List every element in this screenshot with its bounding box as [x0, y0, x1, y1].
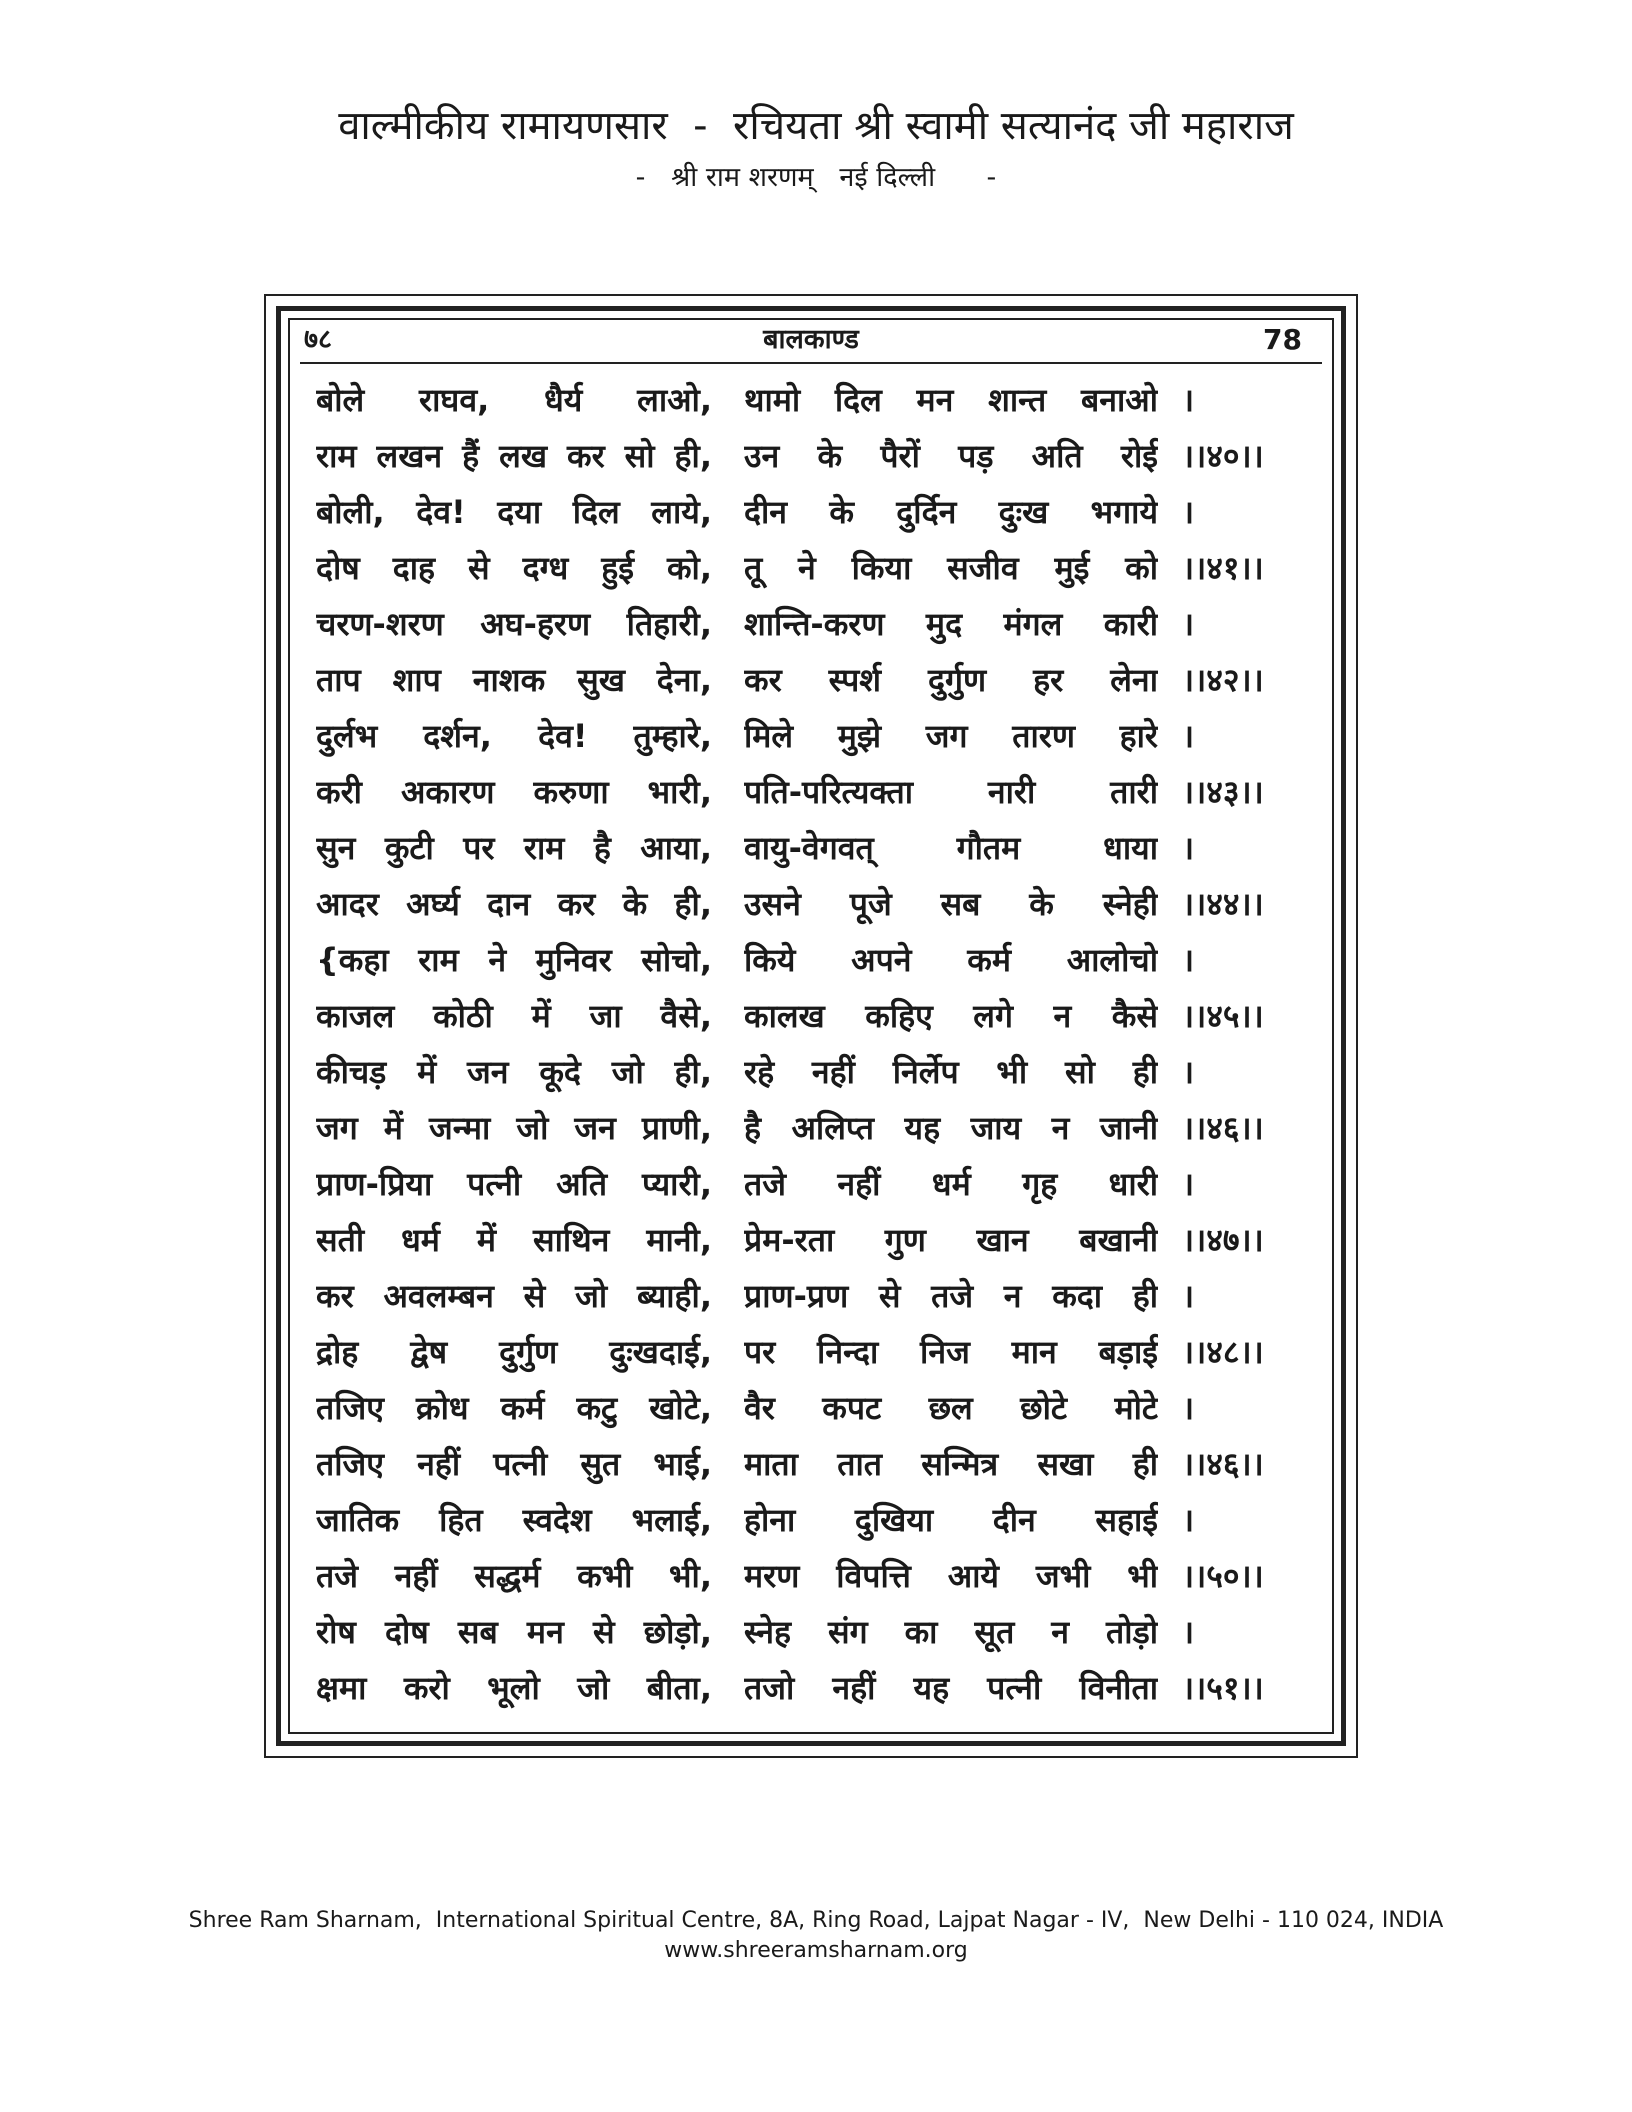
- verse-number: ।: [1182, 493, 1195, 531]
- verse-first-half: तजिए क्रोध कर्म कटु खोटे,: [316, 1389, 712, 1427]
- verse-first-half: तजिए नहीं पत्नी सुत भाई,: [316, 1445, 712, 1483]
- verse-line: [316, 1100, 1316, 1156]
- verse-number: ।: [1182, 1389, 1195, 1427]
- verse-number: ।: [1182, 941, 1195, 979]
- verse-first-half: सती धर्म में साथिन मानी,: [316, 1221, 712, 1259]
- verse-second-half: प्रेम-रता गुण खान बखानी: [744, 1221, 1158, 1259]
- verse-first-half: काजल कोठी में जा वैसे,: [316, 997, 712, 1035]
- verse-second-half: उसने पूजे सब के स्नेही: [744, 885, 1158, 923]
- verse-second-half: उन के पैरों पड़ अति रोई: [744, 437, 1158, 475]
- verse-first-half: बोले राघव, धैर्य लाओ,: [316, 381, 712, 419]
- verse-second-half: दीन के दुर्दिन दुःख भगाये: [744, 493, 1158, 531]
- verse-number: ।: [1182, 717, 1195, 755]
- verse-second-half: माता तात सन्मित्र सखा ही: [744, 1445, 1158, 1483]
- verse-number: ।।४०।।: [1182, 437, 1264, 475]
- verse-number: ।।५१।।: [1182, 1669, 1264, 1707]
- verse-line: [316, 820, 1316, 876]
- verse-number: ।।४७।।: [1182, 1221, 1264, 1259]
- verse-first-half: क्षमा करो भूलो जो बीता,: [316, 1669, 712, 1707]
- verse-line: [316, 596, 1316, 652]
- verse-first-half: प्राण-प्रिया पत्नी अति प्यारी,: [316, 1165, 712, 1203]
- verse-first-half: चरण-शरण अघ-हरण तिहारी,: [316, 605, 712, 643]
- section-title: बालकाण्ड: [763, 324, 859, 355]
- verse-first-half: ताप शाप नाशक सुख देना,: [316, 661, 712, 699]
- verse-second-half: तजे नहीं धर्म गृह धारी: [744, 1165, 1158, 1203]
- verse-line: [316, 1604, 1316, 1660]
- verse-second-half: किये अपने कर्म आलोचो: [744, 941, 1158, 979]
- verse-second-half: मरण विपत्ति आये जभी भी: [744, 1557, 1158, 1595]
- verse-second-half: कर स्पर्श दुर्गुण हर लेना: [744, 661, 1158, 699]
- verse-second-half: तू ने किया सजीव मुई को: [744, 549, 1158, 587]
- verse-first-half: जातिक हित स्वदेश भलाई,: [316, 1501, 712, 1539]
- verse-number: ।।४४।।: [1182, 885, 1264, 923]
- verse-number: ।।४१।।: [1182, 549, 1264, 587]
- verse-first-half: रोष दोष सब मन से छोड़ो,: [316, 1613, 712, 1651]
- verse-line: [316, 1548, 1316, 1604]
- verse-line: [316, 1324, 1316, 1380]
- verse-first-half: सुन कुटी पर राम है आया,: [316, 829, 712, 867]
- document-subtitle: - श्री राम शरणम् नई दिल्ली -: [635, 162, 997, 193]
- verse-second-half: वैर कपट छल छोटे मोटे: [744, 1389, 1158, 1427]
- footer-address: Shree Ram Sharnam, International Spiritual Centre, 8A, Ring Road, Lajpat Nagar - IV, New Delhi - 110 024, INDIA: [188, 1908, 1444, 1933]
- verse-first-half: करी अकारण करुणा भारी,: [316, 773, 712, 811]
- verse-number: ।।४६।।: [1182, 1109, 1264, 1147]
- verse-number: ।: [1182, 605, 1195, 643]
- verse-second-half: होना दुखिया दीन सहाई: [744, 1501, 1158, 1539]
- verse-line: [316, 876, 1316, 932]
- verse-line: [316, 428, 1316, 484]
- verse-second-half: पर निन्दा निज मान बड़ाई: [744, 1333, 1158, 1371]
- verse-number: ।: [1182, 829, 1195, 867]
- verse-first-half: दुर्लभ दर्शन, देव! तुम्हारे,: [316, 717, 712, 755]
- verse-line: [316, 708, 1316, 764]
- verse-line: [316, 1436, 1316, 1492]
- verse-number: ।।५०।।: [1182, 1557, 1264, 1595]
- verse-first-half: राम लखन हैं लख कर सो ही,: [316, 437, 712, 475]
- verse-line: [316, 540, 1316, 596]
- verse-first-half: तजे नहीं सद्धर्म कभी भी,: [316, 1557, 712, 1595]
- page-number: 78: [1263, 323, 1302, 356]
- verse-number: ।।४८।।: [1182, 1333, 1264, 1371]
- verse-first-half: जग में जन्मा जो जन प्राणी,: [316, 1109, 712, 1147]
- verse-second-half: रहे नहीं निर्लेप भी सो ही: [744, 1053, 1158, 1091]
- verse-second-half: पति-परित्यक्ता नारी तारी: [744, 773, 1158, 811]
- verse-second-half: मिले मुझे जग तारण हारे: [744, 717, 1158, 755]
- verse-first-half: द्रोह द्वेष दुर्गुण दुःखदाई,: [316, 1333, 712, 1371]
- verse-line: [316, 1212, 1316, 1268]
- verse-second-half: प्राण-प्रण से तजे न कदा ही: [744, 1277, 1158, 1315]
- verse-first-half: दोष दाह से दग्ध हुई को,: [316, 549, 712, 587]
- verse-second-half: है अलिप्त यह जाय न जानी: [744, 1109, 1158, 1147]
- verse-line: [316, 1492, 1316, 1548]
- verse-second-half: कालख कहिए लगे न कैसे: [744, 997, 1158, 1035]
- verse-line: [316, 1156, 1316, 1212]
- verse-number: ।।४२।।: [1182, 661, 1264, 699]
- verse-number: ।: [1182, 381, 1195, 419]
- verse-line: [316, 1268, 1316, 1324]
- verse-number: ।।४५।।: [1182, 997, 1264, 1035]
- verse-number: ।: [1182, 1053, 1195, 1091]
- verse-line: [316, 988, 1316, 1044]
- verse-first-half: कर अवलम्बन से जो ब्याही,: [316, 1277, 712, 1315]
- verse-line: [316, 764, 1316, 820]
- verse-number: ।: [1182, 1613, 1195, 1651]
- verse-second-half: तजो नहीं यह पत्नी विनीता: [744, 1669, 1158, 1707]
- document-title: वाल्मीकीय रामायणसार - रचियता श्री स्वामी सत्यानंद जी महाराज: [338, 103, 1294, 149]
- verse-number: ।: [1182, 1165, 1195, 1203]
- verse-number: ।: [1182, 1277, 1195, 1315]
- verse-line: [316, 1660, 1316, 1716]
- verse-first-half: {कहा राम ने मुनिवर सोचो,: [316, 941, 712, 979]
- verse-line: [316, 652, 1316, 708]
- verse-first-half: कीचड़ में जन कूदे जो ही,: [316, 1053, 712, 1091]
- page-header-bar: [300, 320, 1322, 364]
- verse-second-half: थामो दिल मन शान्त बनाओ: [744, 381, 1158, 419]
- verse-line: [316, 932, 1316, 988]
- verse-number: ।: [1182, 1501, 1195, 1539]
- verse-second-half: शान्ति-करण मुद मंगल कारी: [744, 605, 1158, 643]
- verse-number: ।।४३।।: [1182, 773, 1264, 811]
- footer-website-link[interactable]: www.shreeramsharnam.org: [664, 1938, 968, 1963]
- verse-line: [316, 484, 1316, 540]
- page-number-devanagari: ७८: [304, 324, 333, 355]
- verse-second-half: स्नेह संग का सूत न तोड़ो: [744, 1613, 1158, 1651]
- verse-number: ।।४६।।: [1182, 1445, 1264, 1483]
- verse-line: [316, 372, 1316, 428]
- verse-first-half: आदर अर्घ्य दान कर के ही,: [316, 885, 712, 923]
- verse-line: [316, 1380, 1316, 1436]
- verse-first-half: बोली, देव! दया दिल लाये,: [316, 493, 712, 531]
- verse-second-half: वायु-वेगवत् गौतम धाया: [744, 829, 1158, 867]
- verse-line: [316, 1044, 1316, 1100]
